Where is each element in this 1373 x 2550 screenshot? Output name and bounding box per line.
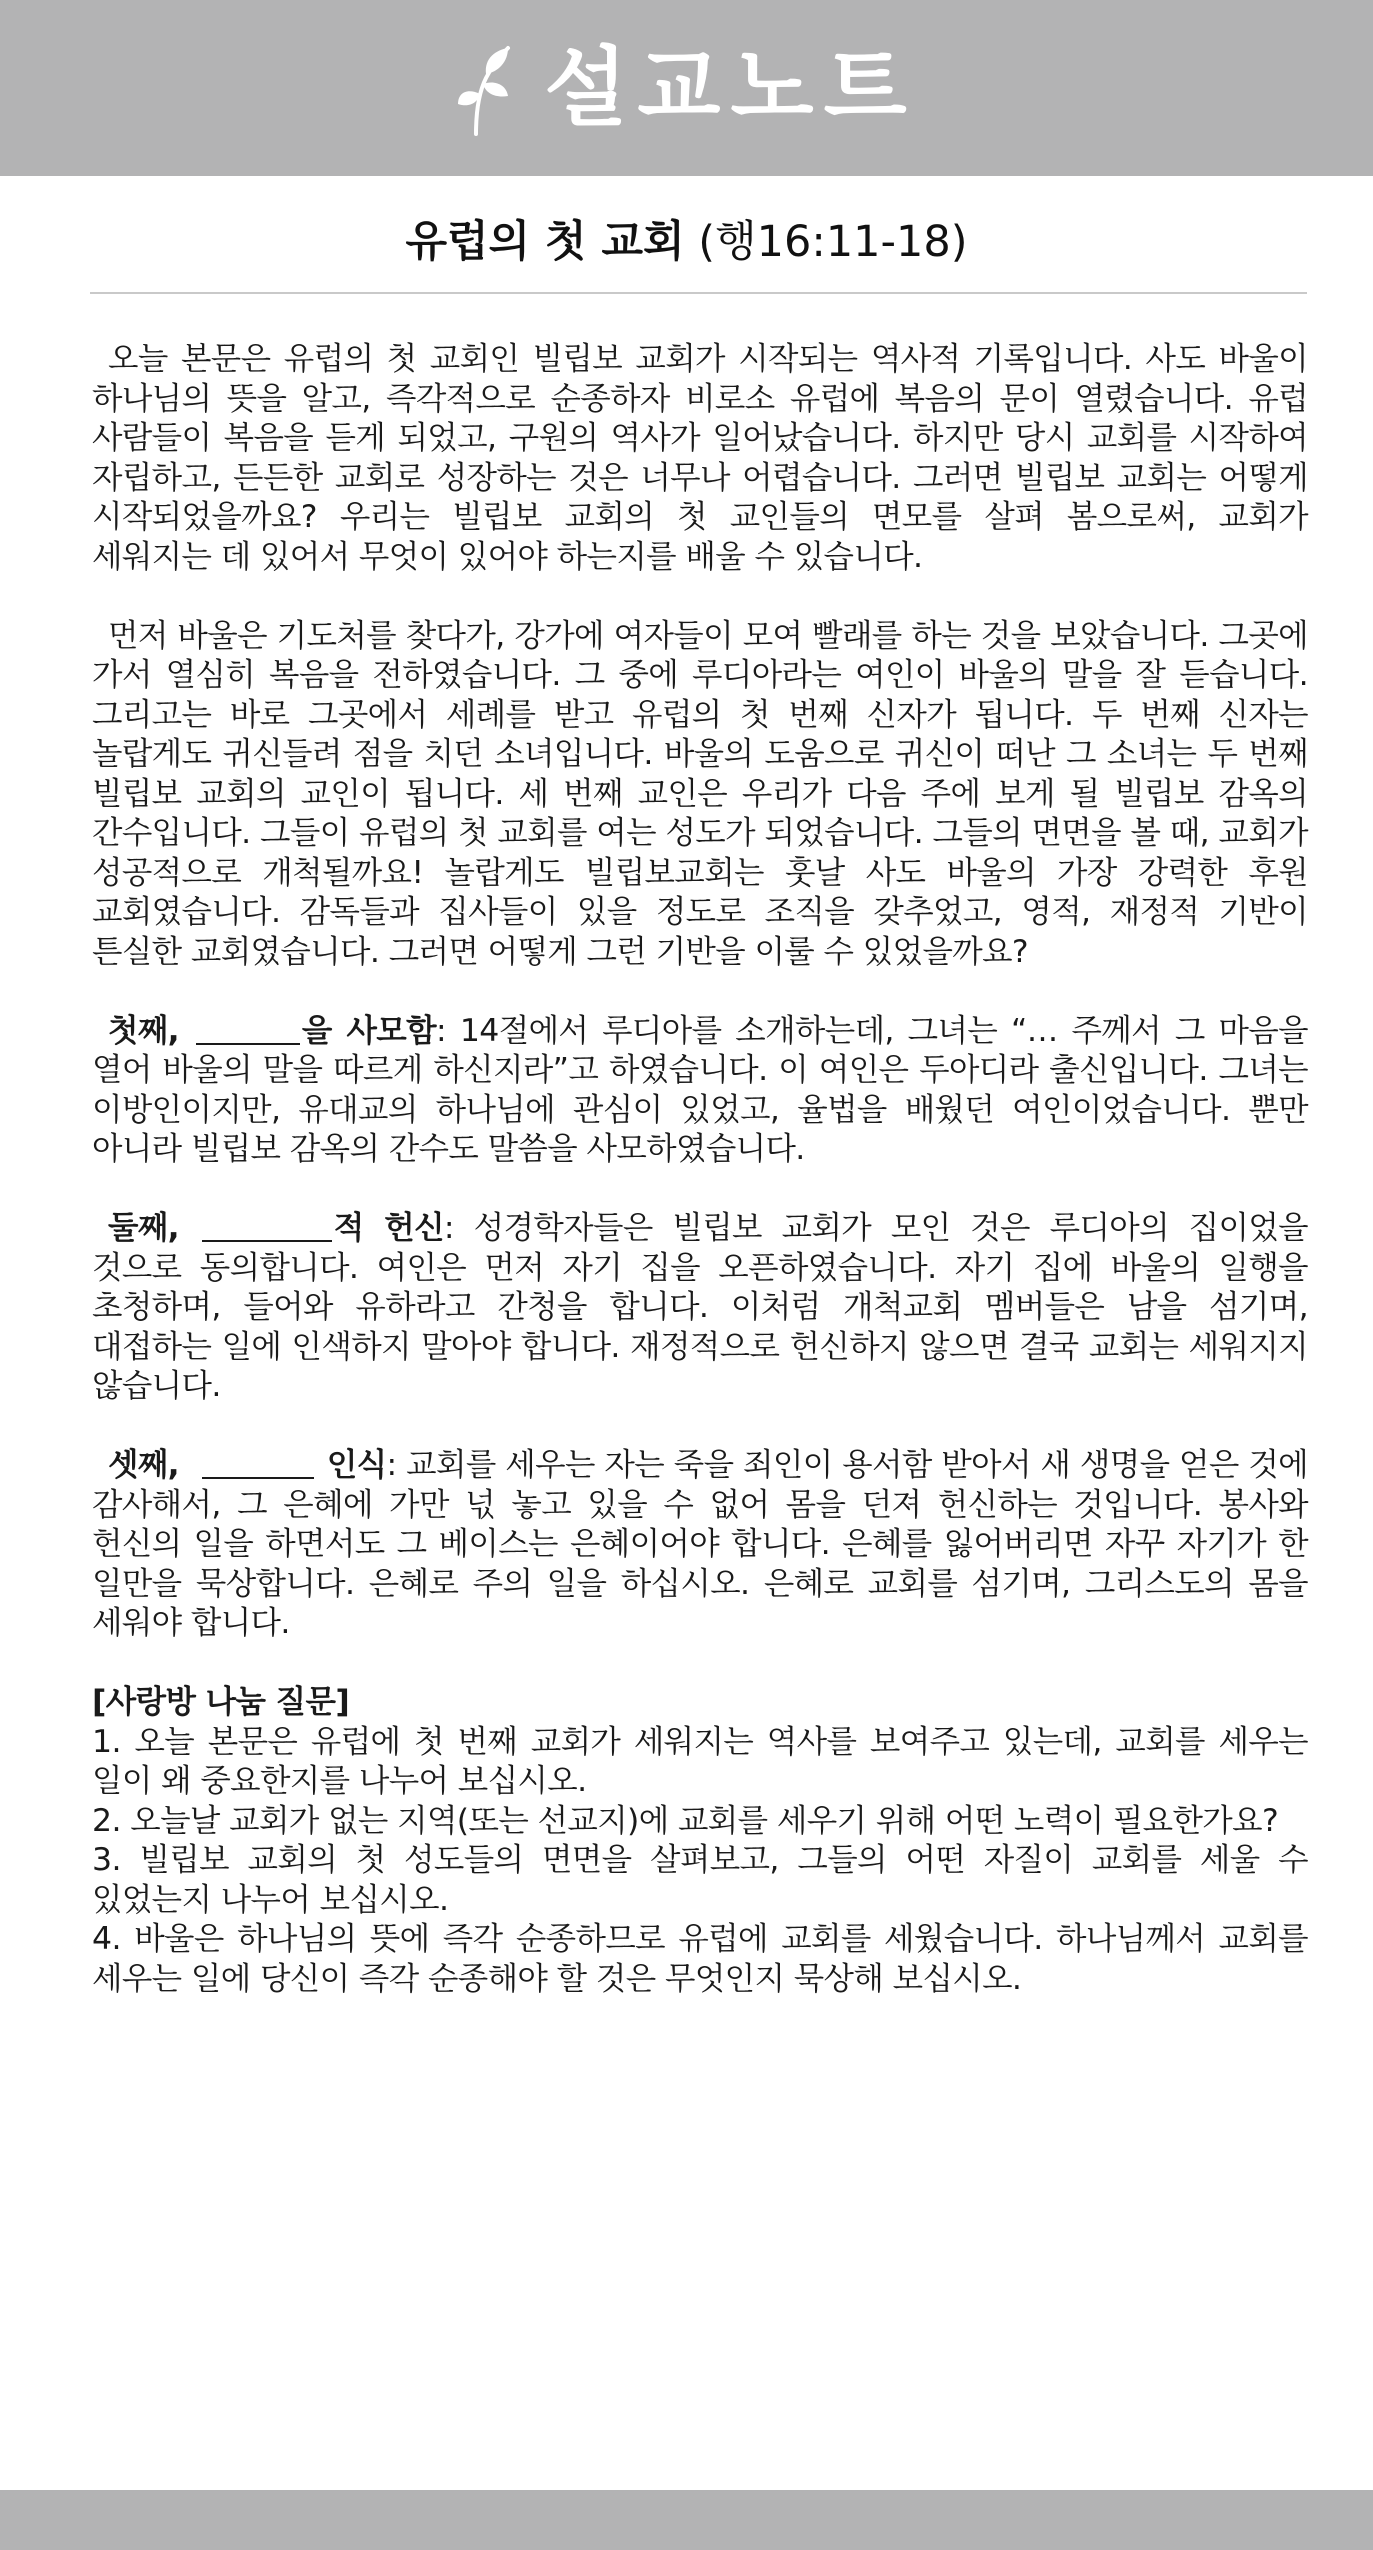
point-heading (108, 1013, 436, 1049)
discussion-question: 2. 오늘날 교회가 없는 지역(또는 선교지)에 교회를 세우기 위해 어떤 노력이 필요한가요? (92, 1802, 1279, 1839)
sermon-main-title: 유럽의 첫 교회 (405, 217, 685, 267)
footer-band (0, 2490, 1373, 2550)
point-text: : 14절에서 루디아를 소개하는데, 그녀는 “… 주께서 그 마음을 열어 바울의 말을 따르게 하신지라”고 하였습니다. 이 여인은 두아디라 출신입니다. 그녀는 이방인이지만, 유대교의 하나님에 관심이 있었고, 율법을 배웠던 여인이었습니다. 뿐만 아니라 빌립보 감옥의 간수도 말씀을 사모하였습니다. (92, 1012, 1308, 1167)
scripture-reference: (행16:11-18) (698, 217, 968, 267)
point-heading (108, 1447, 387, 1483)
point-ordinal: 둘째, (108, 1210, 180, 1246)
point-keyword: 적 헌신 (333, 1210, 444, 1246)
fill-in-blank (202, 1212, 332, 1242)
point-text: : 성경학자들은 빌립보 교회가 모인 것은 루디아의 집이었을 것으로 동의합니다. 여인은 먼저 자기 집을 오픈하였습니다. 자기 집에 바울의 일행을 초청하며, 들어와 유하라고 간청을 합니다. 이처럼 개척교회 멤버들은 남을 섬기며, 대접하는 일에 인색하지 말아야 합니다. 재정적으로 헌신하지 않으면 결국 교회는 세워지지 않습니다. (92, 1210, 1308, 1404)
sermon-body (92, 340, 1308, 1999)
sermon-title (0, 212, 1373, 272)
discussion-heading: [사랑방 나눔 질문] (92, 1684, 350, 1720)
point-ordinal: 첫째, (108, 1012, 180, 1049)
discussion-question: 1. 오늘 본문은 유럽에 첫 번째 교회가 세워지는 역사를 보여주고 있는데, 교회를 세우는 일이 왜 중요한지를 나누어 보십시오. (92, 1723, 1308, 1799)
page-title: 설교노트 (544, 38, 917, 138)
point-paragraph (92, 1209, 1308, 1407)
point-paragraph (92, 1446, 1308, 1644)
fill-in-blank (196, 1015, 300, 1045)
point-heading (108, 1210, 444, 1246)
title-divider (90, 292, 1307, 294)
header (0, 0, 1373, 176)
leaf-sprout-icon (456, 44, 518, 136)
fill-in-blank (202, 1449, 314, 1479)
point-paragraph (92, 1012, 1308, 1170)
discussion-question: 3. 빌립보 교회의 첫 성도들의 면면을 살펴보고, 그들의 어떤 자질이 교회를 세울 수 있었는지 나누어 보십시오. (92, 1842, 1308, 1918)
point-keyword: 을 사모함 (301, 1012, 436, 1049)
point-ordinal: 셋째, (108, 1447, 180, 1483)
discussion-question: 4. 바울은 하나님의 뜻에 즉각 순종하므로 유럽에 교회를 세웠습니다. 하나님께서 교회를 세우는 일에 당신이 즉각 순종해야 할 것은 무엇인지 묵상해 보십시오. (92, 1921, 1308, 1997)
point-text: : 교회를 세우는 자는 죽을 죄인이 용서함 받아서 새 생명을 얻은 것에 감사해서, 그 은혜에 가만 넋 놓고 있을 수 없어 몸을 던져 헌신하는 것입니다. 봉사와 헌신의 일을 하면서도 그 베이스는 은혜이어야 합니다. 은혜를 잃어버리면 자꾸 자기가 한 일만을 묵상합니다. 은혜로 주의 일을 하십시오. 은혜로 교회를 섬기며, 그리스도의 몸을 세워야 합니다. (92, 1447, 1308, 1641)
body-paragraph: 오늘 본문은 유럽의 첫 교회인 빌립보 교회가 시작되는 역사적 기록입니다. 사도 바울이 하나님의 뜻을 알고, 즉각적으로 순종하자 비로소 유럽에 복음의 문이 열렸습니다. 유럽 사람들이 복음을 듣게 되었고, 구원의 역사가 일어났습니다. 하지만 당시 교회를 시작하여 자립하고, 든든한 교회로 성장하는 것은 너무나 어렵습니다. 그러면 빌립보 교회는 어떻게 시작되었을까요? 우리는 빌립보 교회의 첫 교인들의 면모를 살펴 봄으로써, 교회가 세워지는 데 있어서 무엇이 있어야 하는지를 배울 수 있습니다. (92, 341, 1308, 575)
point-keyword: 인식 (326, 1447, 387, 1483)
body-paragraph: 먼저 바울은 기도처를 찾다가, 강가에 여자들이 모여 빨래를 하는 것을 보았습니다. 그곳에 가서 열심히 복음을 전하였습니다. 그 중에 루디아라는 여인이 바울의 말을 잘 듣습니다. 그리고는 바로 그곳에서 세례를 받고 유럽의 첫 번째 신자가 됩니다. 두 번째 신자는 놀랍게도 귀신들려 점을 치던 소녀입니다. 바울의 도움으로 귀신이 떠난 그 소녀는 두 번째 빌립보 교회의 교인이 됩니다. 세 번째 교인은 우리가 다음 주에 보게 될 빌립보 감옥의 간수입니다. 그들이 유럽의 첫 교회를 여는 성도가 되었습니다. 그들의 면면을 볼 때, 교회가 성공적으로 개척될까요! 놀랍게도 빌립보교회는 훗날 사도 바울의 가장 강력한 후원 교회였습니다. 감독들과 집사들이 있을 정도로 조직을 갖추었고, 영적, 재정적 기반이 튼실한 교회였습니다. 그러면 어떻게 그런 기반을 이룰 수 있었을까요? (92, 617, 1308, 970)
